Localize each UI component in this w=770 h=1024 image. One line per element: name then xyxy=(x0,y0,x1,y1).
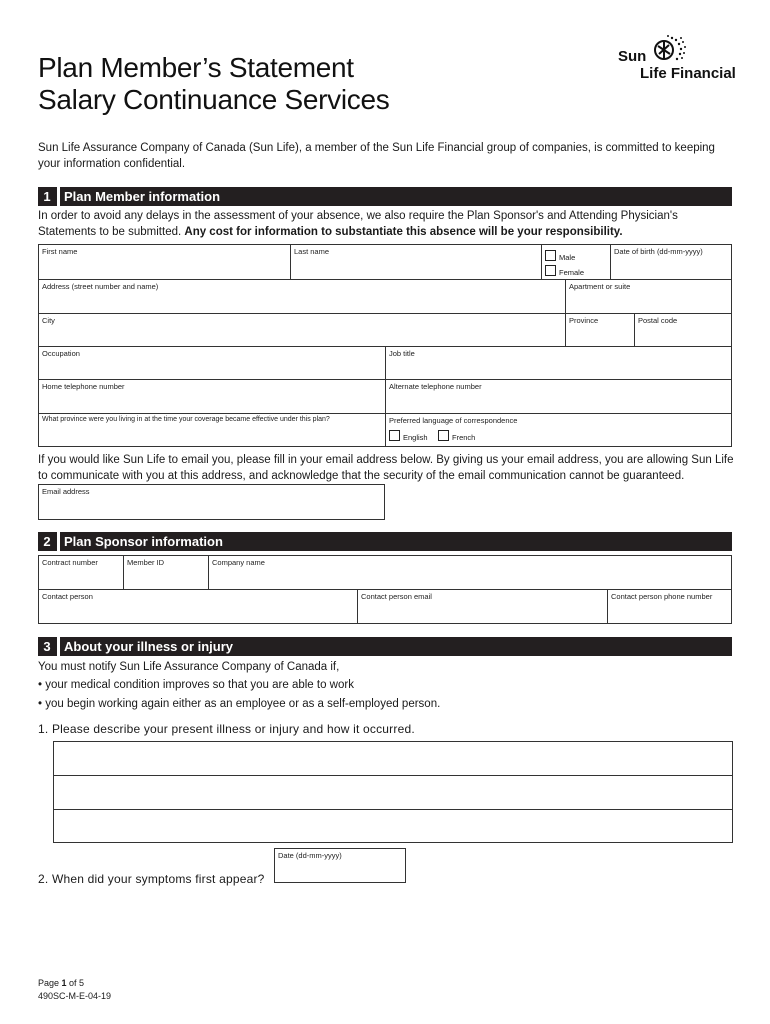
illness-description-area[interactable] xyxy=(53,741,733,843)
french-checkbox[interactable] xyxy=(438,430,449,441)
province-coverage-field[interactable]: What province were you living in at the time your coverage became effective under this plan? xyxy=(38,413,386,447)
section-number: 3 xyxy=(43,639,51,654)
notify-text: You must notify Sun Life Assurance Company of Canada if, xyxy=(38,661,340,673)
bullet-item: • you begin working again either as an employee or as a self-employed person. xyxy=(38,698,441,710)
date-of-birth-field[interactable]: Date of birth (dd-mm-yyyy) xyxy=(610,244,732,280)
contact-phone-field[interactable]: Contact person phone number xyxy=(607,589,732,624)
contract-number-field[interactable]: Contract number xyxy=(38,555,124,590)
female-checkbox[interactable] xyxy=(545,265,556,276)
apartment-field[interactable]: Apartment or suite xyxy=(565,279,732,314)
city-field[interactable]: City xyxy=(38,313,566,347)
question-2: 2. When did your symptoms first appear? xyxy=(38,872,265,886)
section-1-instructions: In order to avoid any delays in the assessment of your absence, we also require the Plan Sponsor's and Attending Physician's Statements to be submitted. Any cost for information to substantiate this absence will be your responsibility. xyxy=(38,210,678,238)
section-number: 1 xyxy=(43,189,51,204)
job-title-field[interactable]: Job title xyxy=(385,346,732,380)
english-option[interactable]: English xyxy=(389,430,428,442)
logo-life-financial-text: Life Financial xyxy=(640,65,736,82)
home-phone-field[interactable]: Home telephone number xyxy=(38,379,386,414)
member-id-field[interactable]: Member ID xyxy=(123,555,209,590)
last-name-field[interactable]: Last name xyxy=(290,244,542,280)
female-option[interactable]: Female xyxy=(545,265,584,277)
sun-life-logo xyxy=(612,34,736,86)
sun-burst-icon xyxy=(650,34,690,68)
contact-person-field[interactable]: Contact person xyxy=(38,589,358,624)
title-line-1: Plan Member’s Statement xyxy=(38,52,354,83)
male-checkbox[interactable] xyxy=(545,250,556,261)
symptoms-date-field[interactable]: Date (dd-mm-yyyy) xyxy=(274,848,406,883)
bullet-item: • your medical condition improves so that you are able to work xyxy=(38,679,354,691)
gender-group xyxy=(541,244,611,280)
province-field[interactable]: Province xyxy=(565,313,635,347)
logo-sun-text: Sun xyxy=(618,48,647,65)
first-name-field[interactable]: First name xyxy=(38,244,291,280)
question-1: 1. Please describe your present illness or injury and how it occurred. xyxy=(38,722,415,736)
email-consent-text: If you would like Sun Life to email you, please fill in your email address below. By giving us your email address, you are allowing Sun Life to communicate with you at this address, and acknowledge that the security of the email communication cannot be guaranteed. xyxy=(38,454,734,482)
english-checkbox[interactable] xyxy=(389,430,400,441)
company-name-field[interactable]: Company name xyxy=(208,555,732,590)
occupation-field[interactable]: Occupation xyxy=(38,346,386,380)
preferred-language-group: Preferred language of correspondence English French xyxy=(385,413,732,447)
section-label: Plan Member information xyxy=(64,189,221,204)
page-title xyxy=(38,52,389,116)
section-label: Plan Sponsor information xyxy=(64,534,223,549)
form-code: 490SC-M-E-04-19 xyxy=(38,991,112,1001)
section-3-header xyxy=(38,637,732,656)
section-1-header xyxy=(38,187,732,206)
section-label: About your illness or injury xyxy=(64,639,234,654)
email-address-field[interactable]: Email address xyxy=(38,484,385,520)
contact-email-field[interactable]: Contact person email xyxy=(357,589,608,624)
page-number: Page 1 of 5 xyxy=(38,978,85,988)
page-footer xyxy=(38,977,111,1003)
postal-code-field[interactable]: Postal code xyxy=(634,313,732,347)
cost-notice: Any cost for information to substantiate this absence will be your responsibility. xyxy=(184,226,623,238)
address-field[interactable]: Address (street number and name) xyxy=(38,279,566,314)
title-line-2: Salary Continuance Services xyxy=(38,84,390,115)
section-2-header xyxy=(38,532,732,551)
french-option[interactable]: French xyxy=(438,430,475,442)
alternate-phone-field[interactable]: Alternate telephone number xyxy=(385,379,732,414)
section-number: 2 xyxy=(43,534,51,549)
intro-text: Sun Life Assurance Company of Canada (Sun Life), a member of the Sun Life Financial group of companies, is committed to keeping your information confidential. xyxy=(38,142,715,170)
male-option[interactable]: Male xyxy=(545,250,575,262)
